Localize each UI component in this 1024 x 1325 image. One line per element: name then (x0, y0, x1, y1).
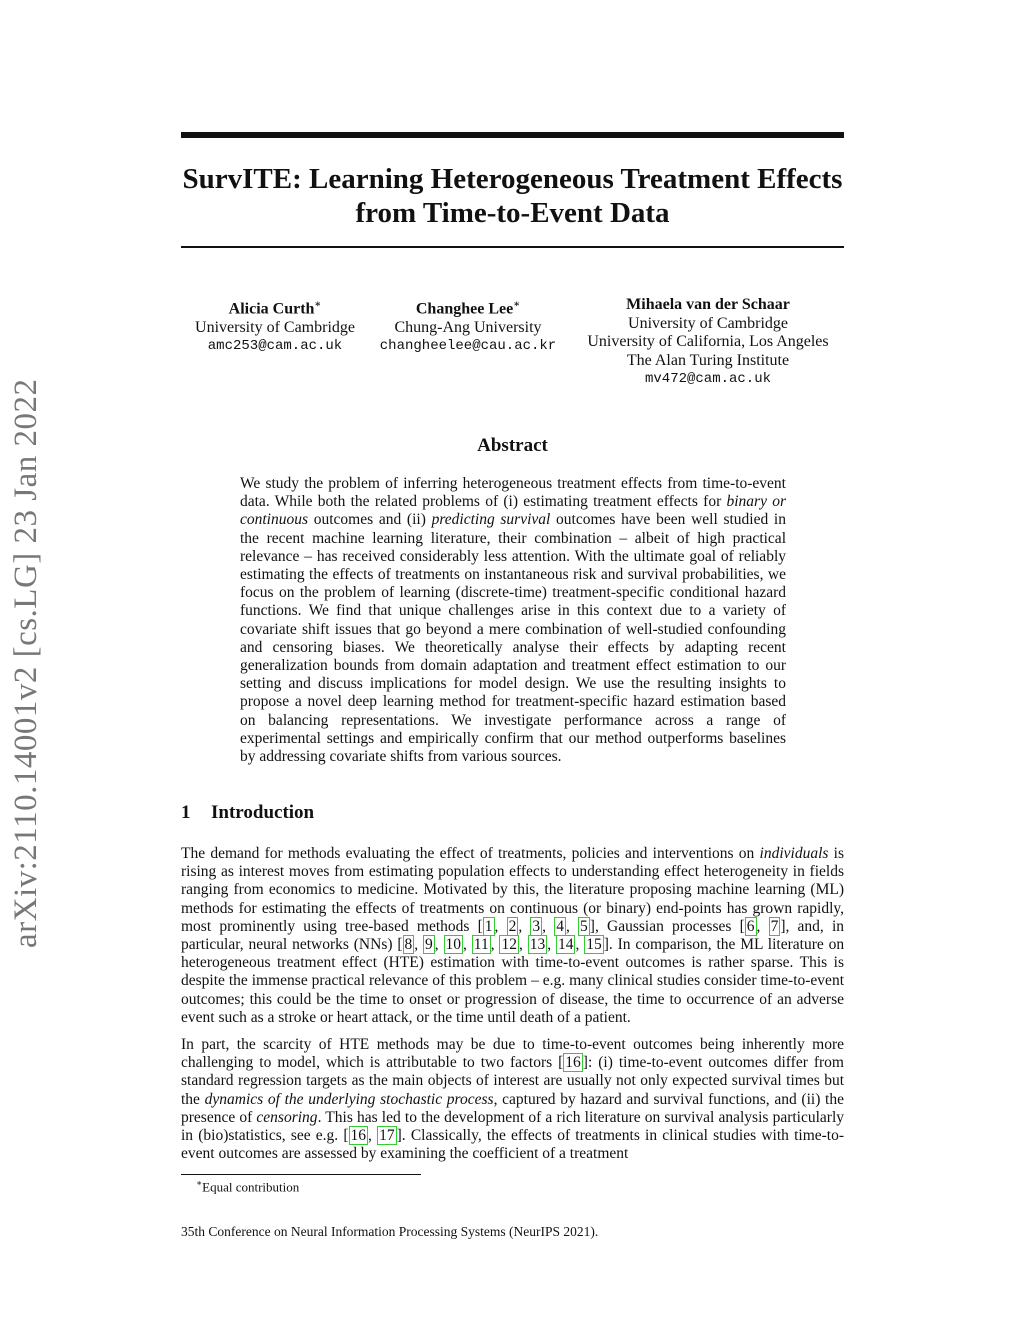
author-name: Alicia Curth∗ (228, 299, 322, 318)
abstract-body: We study the problem of inferring heterogeneous treatment effects from time-to-event data. While both the related problems of (i) estimating treatment effects for binary or continuous outcomes and (ii) predicting survival outcomes have been well studied in the recent machine learning literature, their combination – albeit of high practical relevance – has received considerably less attention. With the ultimate goal of reliably estimating the effects of treatments on instantaneous risk and survival probabilities, we focus on the problem of learning (discrete-time) treatment-specific conditional hazard functions. We find that unique challenges arise in this context due to a variety of covariate shift issues that go beyond a mere combination of well-studied confounding and censoring biases. We theoretically analyse their effects by adapting recent generalization bounds from domain adaptation and treatment effect estimation to our setting and discuss implications for model design. We use the resulting insights to propose a novel deep learning method for treatment-specific hazard estimation based on balancing representations. We investigate performance across a range of experimental settings and empirically confirm that our method outperforms baselines by addressing covariate shifts from various sources. (240, 475, 787, 766)
citation-link[interactable]: 2 (508, 917, 517, 935)
citation-link[interactable]: 10 (445, 936, 462, 954)
citation-link[interactable]: 7 (770, 917, 779, 935)
citation-link[interactable]: 1 (484, 917, 493, 935)
footnote: ∗Equal contribution (196, 1178, 300, 1195)
citation-link[interactable]: 5 (580, 917, 588, 935)
citation-link[interactable]: 12 (501, 936, 517, 954)
arxiv-identifier: arXiv:2110.14001v2 [cs.LG] 23 Jan 2022 (8, 378, 44, 948)
citation-link[interactable]: 14 (557, 936, 574, 954)
author-affiliation: Chung-Ang University (394, 318, 542, 336)
section-heading-introduction: 1 Introduction (181, 802, 315, 823)
citation-link[interactable]: 13 (529, 936, 546, 954)
title-bottom-rule (181, 246, 844, 248)
venue-footer: 35th Conference on Neural Information Processing Systems (NeurIPS 2021). (181, 1224, 599, 1239)
citation-link[interactable]: 11 (473, 936, 489, 954)
citation-link[interactable]: 17 (379, 1127, 395, 1145)
title-line-2: from Time-to-Event Data (355, 197, 670, 229)
author-affiliation: University of Cambridge (195, 318, 355, 336)
citation-link[interactable]: 15 (586, 936, 602, 954)
citation-link[interactable]: 6 (746, 917, 755, 935)
paper-title (181, 162, 844, 230)
author-block-curth (175, 296, 375, 356)
author-affiliation: University of California, Los Angeles (587, 333, 829, 350)
abstract-heading: Abstract (477, 435, 548, 456)
citation-link[interactable]: 9 (425, 936, 433, 954)
author-affiliation: The Alan Turing Institute (626, 351, 790, 369)
citation-link[interactable]: 3 (532, 917, 541, 935)
author-affiliation: University of Cambridge (628, 314, 788, 332)
citation-link[interactable]: 4 (556, 917, 564, 935)
title-line-1: SurvITE: Learning Heterogeneous Treatment Effects (182, 163, 843, 195)
author-block-van-der-schaar (577, 296, 839, 389)
author-block-lee (368, 296, 568, 356)
intro-paragraph-2: In part, the scarcity of HTE methods may be due to time-to-event outcomes being inherently more challenging to model, which is attributable to two factors [ 16 ]: (i) time-to-event outcomes differ from standard regression targets as the main objects of interest are usually not only expected survival times but the dynamics of the underlying stochastic process, captured by hazard and survival functions, and (ii) the presence of censoring. This has led to the development of a rich literature on survival analysis particularly in (bio)statistics, see e.g. [ 16 , 17 ]. Classically, the effects of treatments in clinical studies with time-to-event outcomes are assessed by examining the coefficient of a treatment (181, 1036, 845, 1163)
citation-link[interactable]: 16 (565, 1054, 581, 1072)
footnote-rule (181, 1174, 421, 1175)
author-name: Mihaela van der Schaar (626, 296, 790, 313)
citation-link[interactable]: 8 (404, 936, 413, 954)
author-name: Changhee Lee∗ (415, 299, 521, 318)
citation-link[interactable]: 16 (350, 1127, 367, 1145)
author-email[interactable]: amc253@cam.ac.uk (207, 338, 343, 355)
author-email[interactable]: changheelee@cau.ac.kr (379, 338, 557, 355)
title-top-rule (181, 132, 844, 138)
author-email[interactable]: mv472@cam.ac.uk (644, 371, 772, 387)
intro-paragraph-1: The demand for methods evaluating the effect of treatments, policies and interventions on individuals is rising as interest moves from estimating population effects to understanding effect heterogeneity in fields ranging from economics to medicine. Motivated by this, the literature proposing machine learning (ML) methods for estimating the effects of treatments on continuous (or binary) end-points has grown rapidly, most prominently using tree-based methods [ 1 , 2 , 3 , 4 , 5 ], Gaussian processes [ 6 , 7 ], and, in particular, neural networks (NNs) [ 8 , 9 , 10 , 11 , 12 , 13 , 14 , 15 ]. In comparison, the ML literature on heterogeneous treatment effect (HTE) estimation with time-to-event outcomes is rather sparse. This is despite the immense practical relevance of this problem – e.g. many clinical studies consider time-to-event outcomes; this could be the time to onset or progression of disease, the time to occurrence of an adverse event such as a stroke or heart attack, or the time until death of a patient. (181, 845, 845, 1026)
